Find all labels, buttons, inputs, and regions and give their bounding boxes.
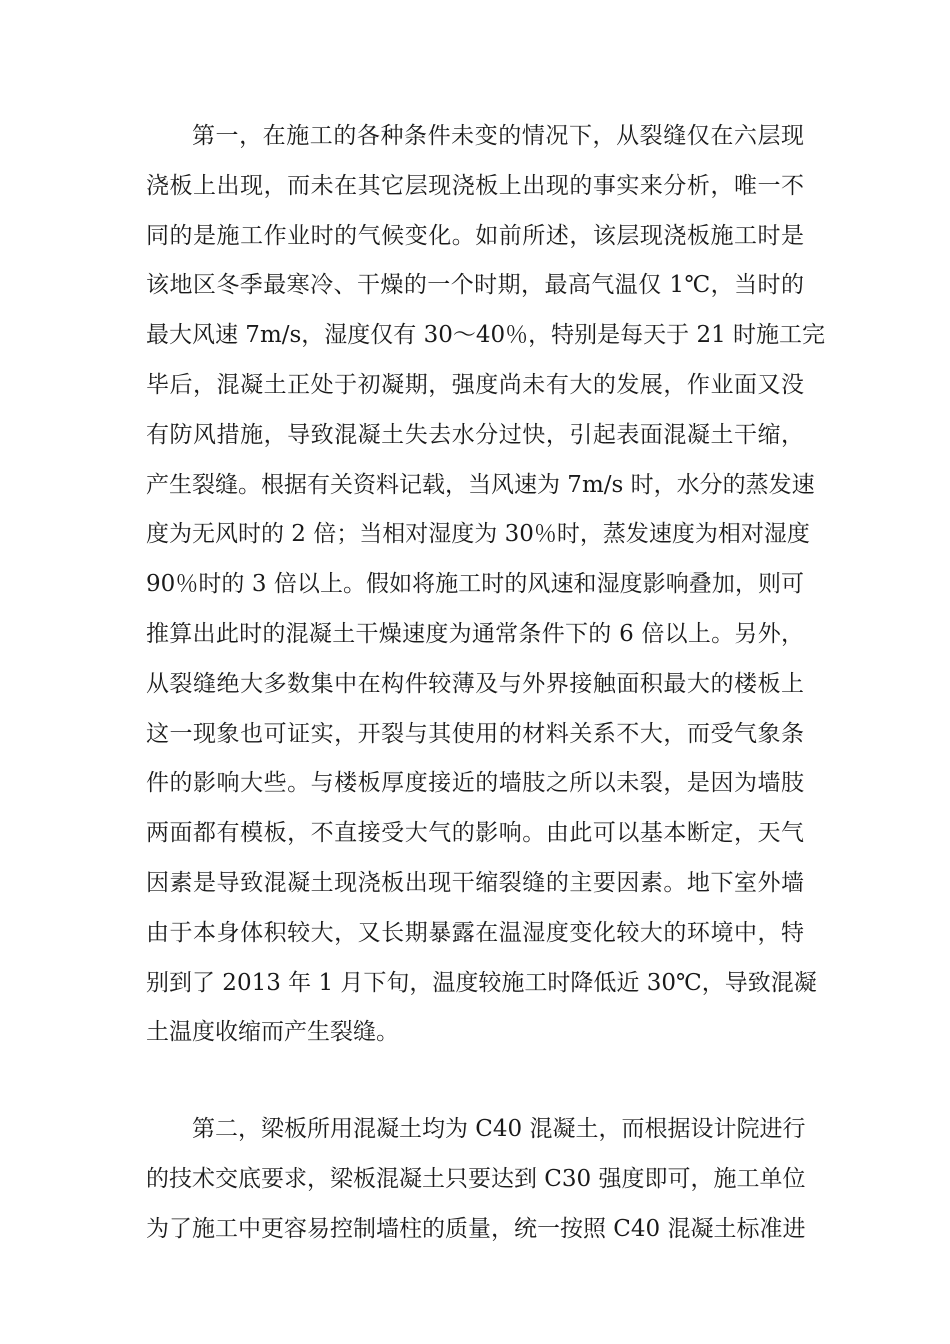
text-line: 同的是施工作业时的气候变化。如前所述，该层现浇板施工时是 (146, 222, 804, 249)
document-body (146, 112, 826, 1255)
text-line: 产生裂缝。根据有关资料记载，当风速为 7m/s 时，水分的蒸发速 (146, 471, 815, 498)
text-line: 浇板上出现，而未在其它层现浇板上出现的事实来分析，唯一不 (146, 172, 804, 199)
text-line: 别到了 2013 年 1 月下旬，温度较施工时降低近 30℃，导致混凝 (146, 969, 817, 996)
text-line: 因素是导致混凝土现浇板出现干缩裂缝的主要因素。地下室外墙 (146, 869, 804, 896)
text-line: 最大风速 7m/s，湿度仅有 30～40％，特别是每天于 21 时施工完 (146, 322, 826, 349)
text-line: 推算出此时的混凝土干燥速度为通常条件下的 6 倍以上。另外， (146, 620, 804, 647)
text-line: 度为无风时的 2 倍；当相对湿度为 30％时，蒸发速度为相对湿度 (146, 521, 810, 548)
text-line: 的技术交底要求，梁板混凝土只要达到 C30 强度即可，施工单位 (146, 1165, 806, 1192)
text-line: 件的影响大些。与楼板厚度接近的墙肢之所以未裂，是因为墙肢 (146, 770, 804, 797)
text-line: 第一，在施工的各种条件未变的情况下，从裂缝仅在六层现 (192, 123, 804, 149)
text-line: 为了施工中更容易控制墙柱的质量，统一按照 C40 混凝土标准进 (146, 1215, 806, 1242)
text-line: 90％时的 3 倍以上。假如将施工时的风速和湿度影响叠加，则可 (146, 571, 804, 598)
text-line: 毕后，混凝土正处于初凝期，强度尚未有大的发展，作业面又没 (146, 371, 804, 398)
text-line: 两面都有模板，不直接受大气的影响。由此可以基本断定，天气 (146, 820, 804, 847)
text-line: 由于本身体积较大，又长期暴露在温湿度变化较大的环境中，特 (146, 919, 804, 946)
text-line: 土温度收缩而产生裂缝。 (146, 1019, 399, 1046)
text-line: 第二，梁板所用混凝土均为 C40 混凝土，而根据设计院进行 (192, 1116, 806, 1143)
paragraph-spacer (146, 1058, 804, 1105)
text-line: 从裂缝绝大多数集中在构件较薄及与外界接触面积最大的楼板上 (146, 670, 804, 697)
paragraph-2 (146, 1105, 804, 1254)
text-line: 这一现象也可证实，开裂与其使用的材料关系不大，而受气象条 (146, 720, 804, 747)
paragraph-1 (146, 112, 826, 1058)
text-line: 该地区冬季最寒冷、干燥的一个时期，最高气温仅 1℃，当时的 (146, 272, 804, 299)
text-line: 有防风措施，导致混凝土失去水分过快，引起表面混凝土干缩， (146, 421, 804, 448)
